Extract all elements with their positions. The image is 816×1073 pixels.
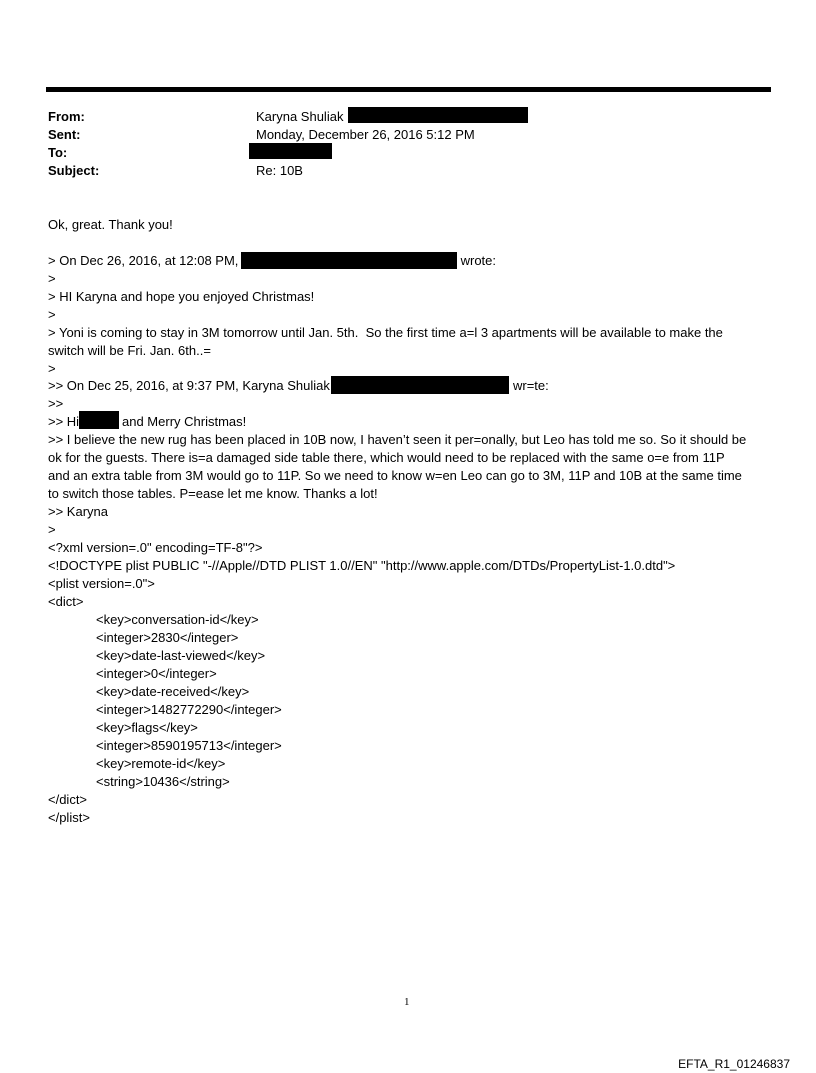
from-label: From:: [48, 109, 85, 124]
body-line: <key>conversation-id</key>: [96, 612, 259, 627]
body-line: <!DOCTYPE plist PUBLIC "-//Apple//DTD PLIST 1.0//EN" "http://www.apple.com/DTDs/PropertyList-1.0.dtd">: [48, 558, 676, 573]
redaction-sender: [241, 252, 457, 269]
body-line: >> Hi: [48, 414, 80, 429]
body-line: <dict>: [48, 594, 84, 609]
body-line: </dict>: [48, 792, 88, 807]
body-line: >: [48, 522, 56, 537]
body-line: <integer>1482772290</integer>: [96, 702, 282, 717]
redaction-name: [79, 411, 119, 429]
body-line: > HI Karyna and hope you enjoyed Christmas!: [48, 289, 315, 304]
body-line: >> I believe the new rug has been placed in 10B now, I haven’t seen it per=onally, but Leo has told me so. So it should be: [48, 432, 747, 447]
body-line: >> On Dec 25, 2016, at 9:37 PM, Karyna Shuliak: [48, 378, 330, 393]
body-line: to switch those tables. P=ease let me know. Thanks a lot!: [48, 486, 378, 501]
page-number: 1: [404, 996, 410, 1008]
subject-value: Re: 10B: [256, 163, 303, 178]
redaction-to: [249, 143, 332, 159]
body-line: Ok, great. Thank you!: [48, 217, 173, 232]
body-line: >>: [48, 396, 64, 411]
body-line: and Merry Christmas!: [122, 414, 247, 429]
body-line: <integer>0</integer>: [96, 666, 217, 681]
sent-value: Monday, December 26, 2016 5:12 PM: [256, 127, 475, 142]
from-value: Karyna Shuliak: [256, 109, 344, 124]
body-line: > On Dec 26, 2016, at 12:08 PM,: [48, 253, 239, 268]
redaction-from-email: [348, 107, 528, 123]
body-line: >> Karyna: [48, 504, 108, 519]
body-line: >: [48, 361, 56, 376]
body-line: >: [48, 307, 56, 322]
body-line: and an extra table from 3M would go to 11P. So we need to know w=en Leo can go to 3M, 11P and 10B at the same time: [48, 468, 742, 483]
body-line: wr=te:: [513, 378, 549, 393]
body-line: <key>date-received</key>: [96, 684, 250, 699]
body-line: </plist>: [48, 810, 90, 825]
header-rule: [46, 87, 771, 92]
redaction-email: [331, 376, 509, 394]
body-line: <key>remote-id</key>: [96, 756, 226, 771]
body-line: <integer>8590195713</integer>: [96, 738, 282, 753]
subject-label: Subject:: [48, 163, 100, 178]
body-line: <?xml version=.0" encoding=TF-8"?>: [48, 540, 263, 555]
bates-number: EFTA_R1_01246837: [678, 1057, 790, 1071]
body-line: <integer>2830</integer>: [96, 630, 239, 645]
to-label: To:: [48, 145, 68, 160]
body-line: ok for the guests. There is=a damaged side table there, which would need to be replaced with the same o=e from 11P: [48, 450, 725, 465]
body-line: switch will be Fri. Jan. 6th..=: [48, 343, 211, 358]
body-line: > Yoni is coming to stay in 3M tomorrow until Jan. 5th. So the first time a=l 3 apartments will be available to make the: [48, 325, 723, 340]
sent-label: Sent:: [48, 127, 81, 142]
body-line: <key>date-last-viewed</key>: [96, 648, 266, 663]
body-line: >: [48, 271, 56, 286]
body-line: <string>10436</string>: [96, 774, 230, 789]
body-line: wrote:: [457, 253, 497, 268]
body-line: <key>flags</key>: [96, 720, 198, 735]
body-line: <plist version=.0">: [48, 576, 155, 591]
